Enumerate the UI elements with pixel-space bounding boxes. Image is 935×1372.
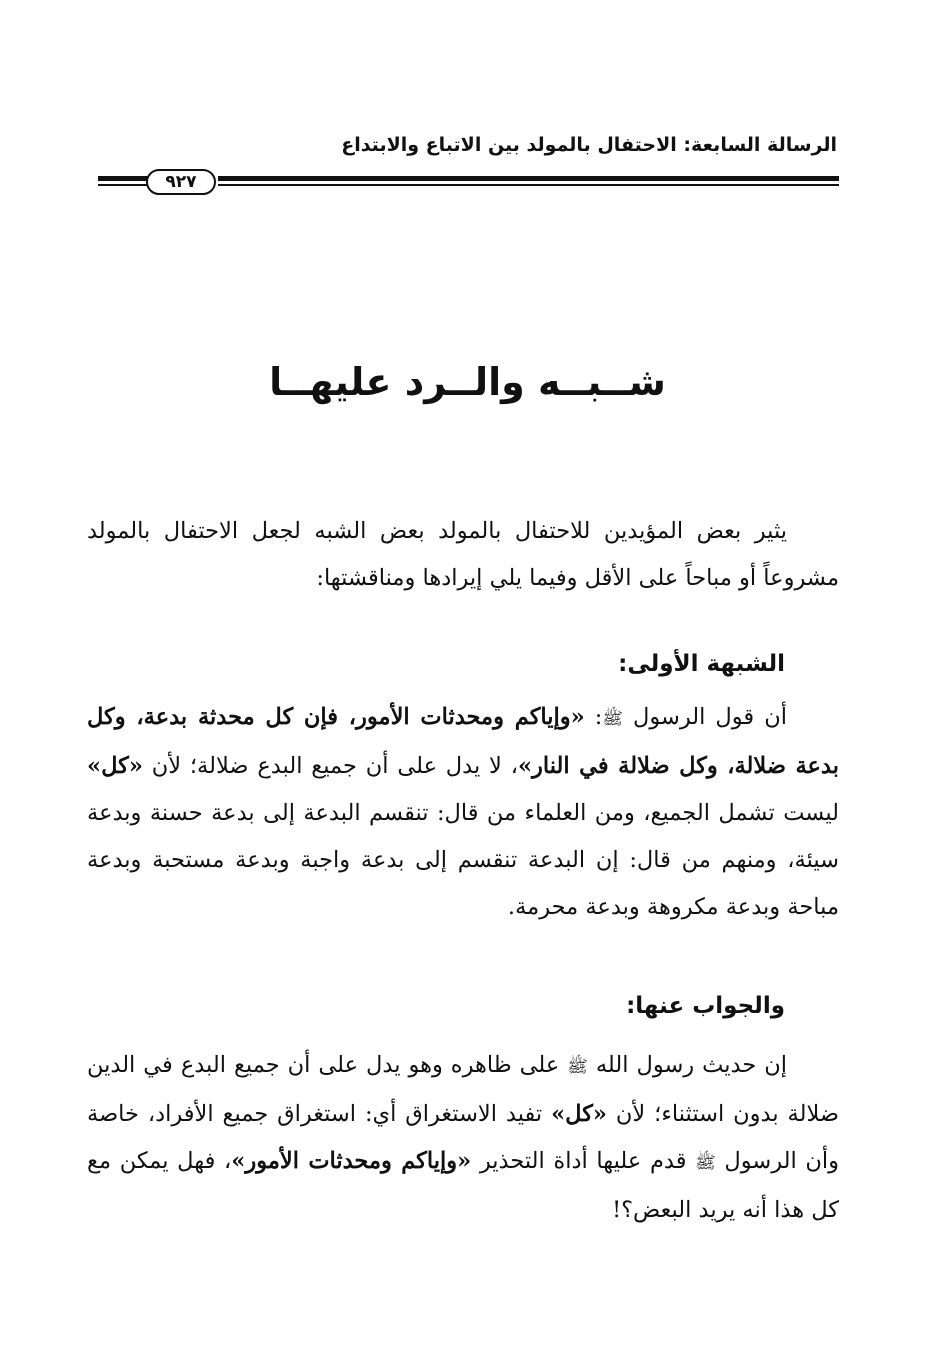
- hadith-quote: «وإياكم ومحدثات الأمور، فإن كل محدثة بدعة، وكل بدعة ضلالة، وكل ضلالة في النار»: [87, 704, 839, 779]
- header-rule-thick-line: [218, 176, 839, 181]
- doubt-paragraph: [87, 694, 839, 931]
- kull-term: «كل»: [87, 753, 143, 779]
- doubt-text-2: :: [594, 704, 603, 730]
- answer-text-1: إن حديث رسول الله: [595, 1052, 788, 1078]
- pbuh-symbol: ﷺ: [695, 1153, 716, 1173]
- page-title: شــبــه والــرد عليهــا: [269, 360, 666, 404]
- header-rule-left-thin: [98, 184, 148, 186]
- header-rule: [98, 166, 839, 196]
- answer-text-3: تفيد الاستغراق أي: استغراق جميع الأفراد، خاصة وأن الرسول: [87, 1101, 840, 1174]
- hadith-quote-short: «وإياكم ومحدثات الأمور»: [231, 1148, 472, 1174]
- pbuh-symbol: ﷺ: [602, 709, 623, 729]
- answer-text-2: على ظاهره وهو يدل على أن جميع البدع في الدين ضلالة بدون استثناء؛ لأن: [87, 1052, 839, 1127]
- header-rule-left-thick: [98, 176, 148, 181]
- doubt-text-3: ، لا يدل على أن جميع البدع ضلالة؛ لأن: [151, 753, 518, 779]
- answer-text-5: ، فهل يمكن مع كل هذا أنه يريد البعض؟!: [87, 1148, 839, 1223]
- running-header: الرسالة السابعة: الاحتفال بالمولد بين الاتباع والابتداع: [341, 134, 837, 156]
- kull-term: «كل»: [551, 1101, 607, 1127]
- intro-paragraph: [87, 508, 839, 602]
- header-rule-thin-line: [218, 184, 839, 186]
- doubt-text-1: أن قول الرسول: [633, 704, 788, 730]
- intro-text: يثير بعض المؤيدين للاحتفال بالمولد بعض الشبه لجعل الاحتفال بالمولد مشروعاً أو مباحاً على الأقل وفيما يلي إيرادها ومناقشتها:: [87, 518, 839, 591]
- doubt-text-4: ليست تشمل الجميع، ومن العلماء من قال: تنقسم البدعة إلى بدعة حسنة وبدعة سيئة، ومنهم من قال: إن البدعة تنقسم إلى بدعة واجبة وبدعة مستحبة وبدعة مباحة وبدعة مكروهة وبدعة محرمة.: [87, 800, 839, 920]
- pbuh-symbol: ﷺ: [567, 1057, 588, 1077]
- section-heading-first-doubt: الشبهة الأولى:: [618, 651, 785, 677]
- answer-text-4: قدم عليها أداة التحذير: [479, 1148, 687, 1174]
- page-number: ٩٢٧: [146, 169, 216, 195]
- section-heading-answer: والجواب عنها:: [626, 993, 785, 1019]
- answer-paragraph: [87, 1042, 839, 1234]
